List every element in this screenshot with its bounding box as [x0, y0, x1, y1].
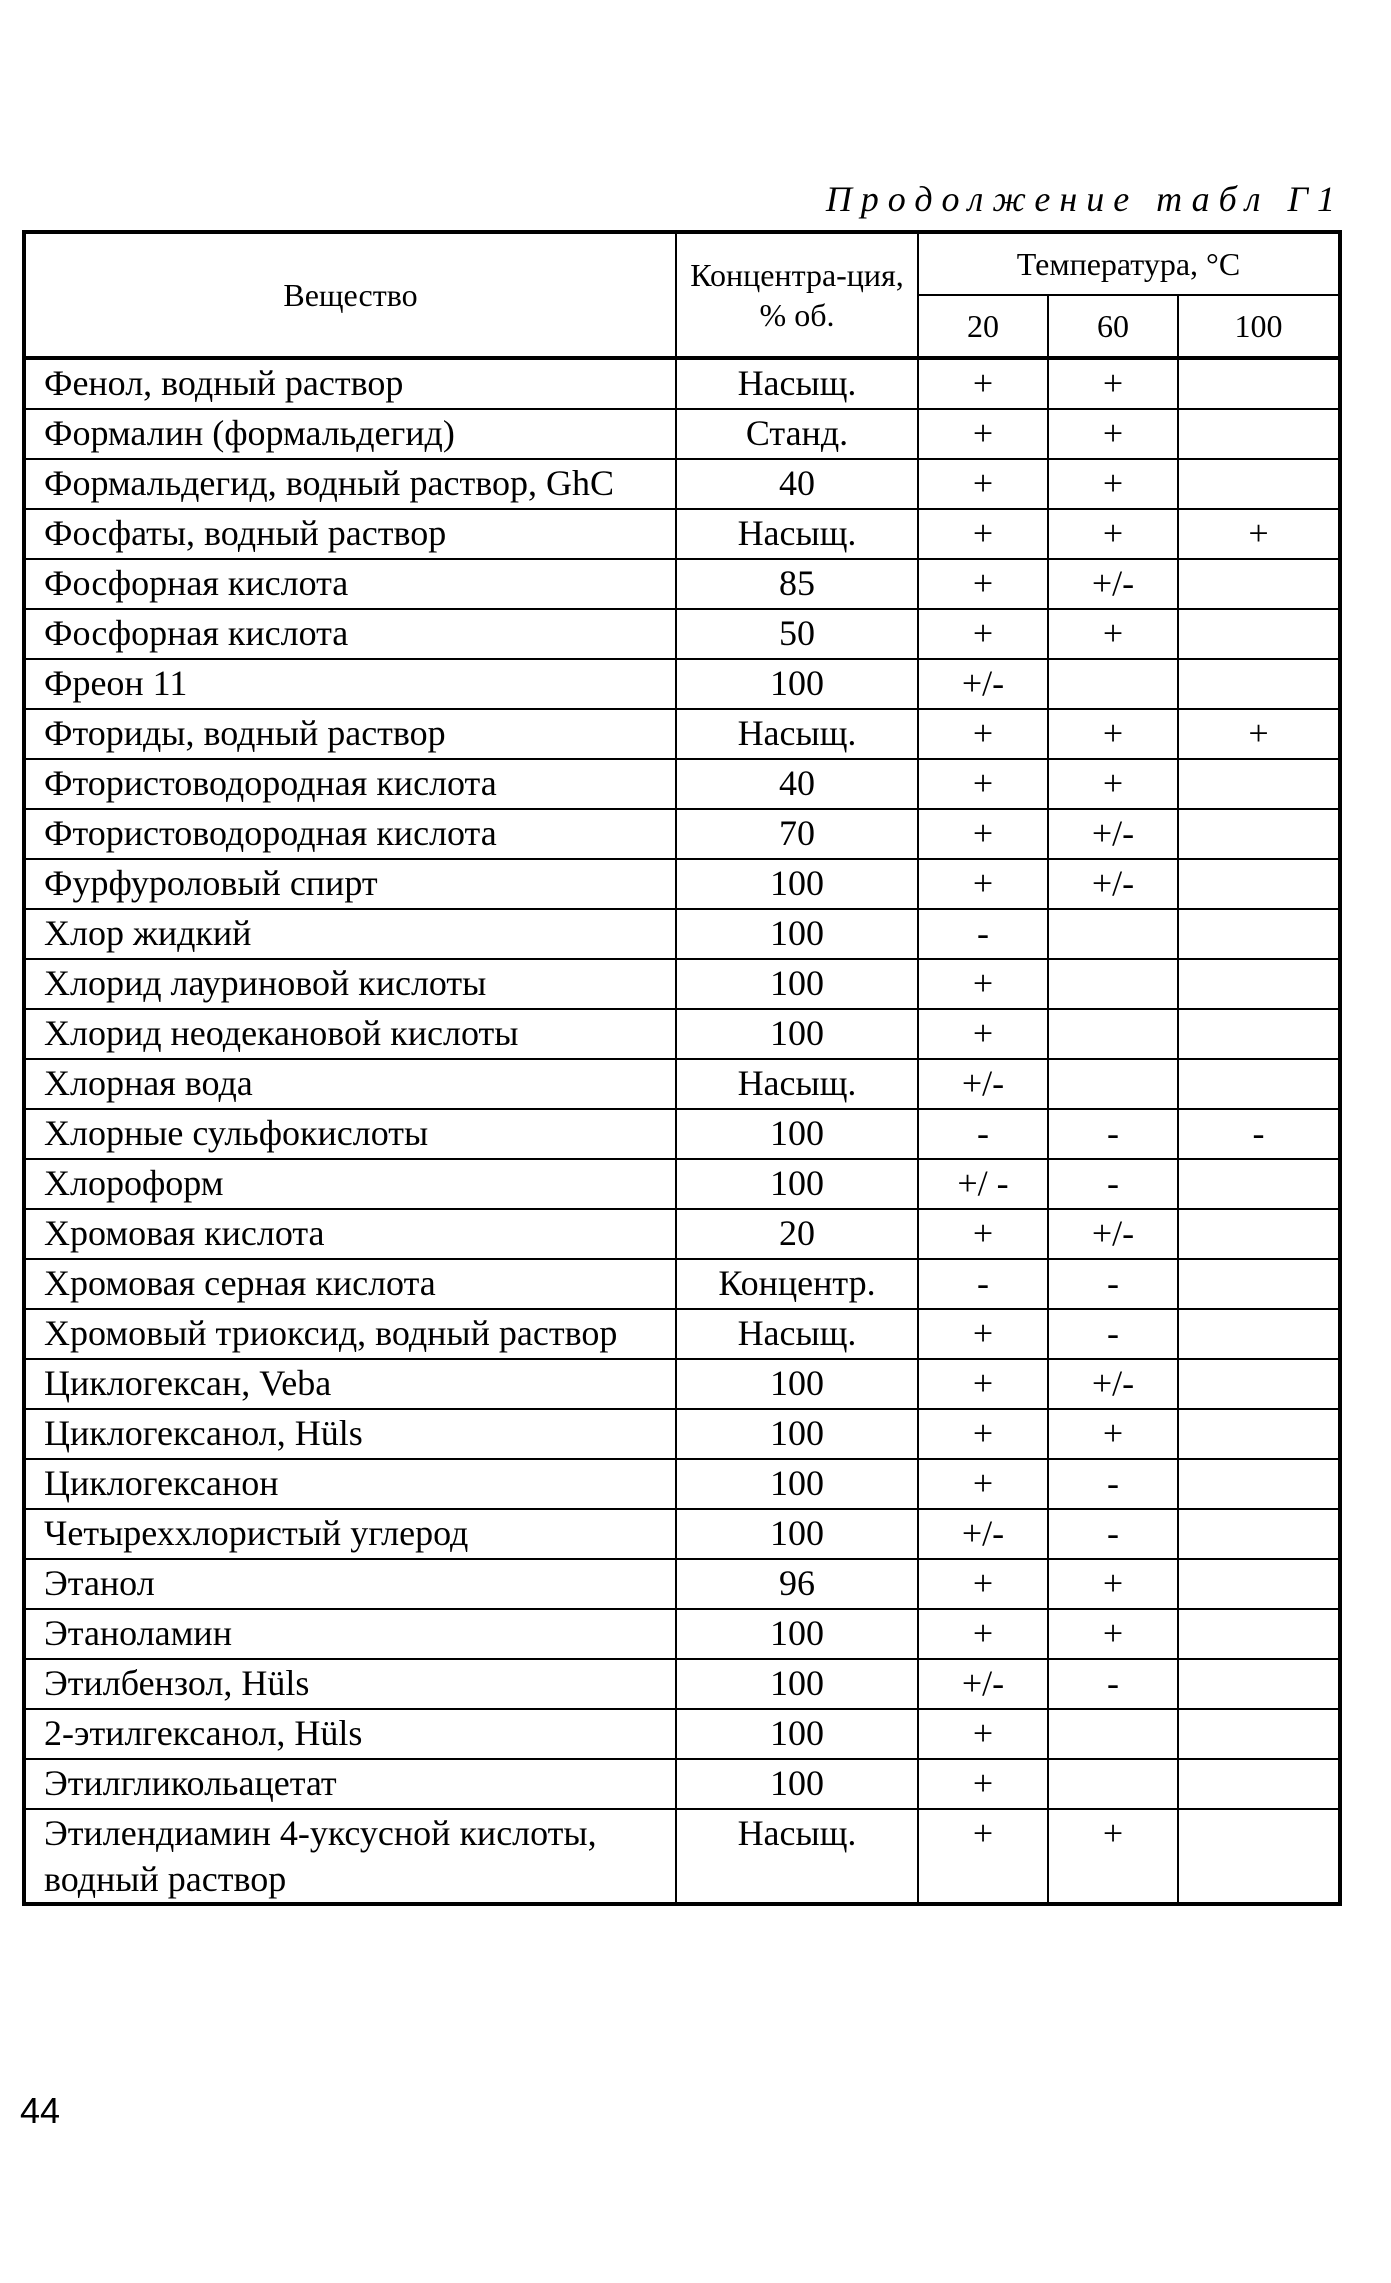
- table-row: [24, 909, 1340, 959]
- temp-100-cell: [1178, 659, 1340, 709]
- substance-cell: Хлороформ: [24, 1159, 676, 1209]
- temp-100-cell: +: [1178, 509, 1340, 559]
- temp-60-cell: +: [1048, 759, 1178, 809]
- temp-60-cell: -: [1048, 1109, 1178, 1159]
- temp-60-cell: +/-: [1048, 1209, 1178, 1259]
- temp-20-cell: +: [918, 1409, 1048, 1459]
- temp-20-cell: +: [918, 609, 1048, 659]
- concentration-cell: Насыщ.: [676, 1059, 918, 1109]
- substance-cell: Хлорные сульфокислоты: [24, 1109, 676, 1159]
- concentration-cell: Насыщ.: [676, 1309, 918, 1359]
- temp-20-cell: +: [918, 1559, 1048, 1609]
- concentration-cell: 100: [676, 909, 918, 959]
- table-row: [24, 1109, 1340, 1159]
- temp-100-cell: [1178, 1659, 1340, 1709]
- table-row: [24, 1259, 1340, 1309]
- substance-cell: Этилгликольацетат: [24, 1759, 676, 1809]
- concentration-cell: 100: [676, 959, 918, 1009]
- substance-cell: Хлорид лауриновой кислоты: [24, 959, 676, 1009]
- substance-cell: Хромовая серная кислота: [24, 1259, 676, 1309]
- temp-100-cell: [1178, 1309, 1340, 1359]
- temp-100-cell: [1178, 1159, 1340, 1209]
- temp-100-cell: [1178, 1509, 1340, 1559]
- concentration-cell: Насыщ.: [676, 709, 918, 759]
- substance-cell: Хлорид неодекановой кислоты: [24, 1009, 676, 1059]
- temp-60-cell: -: [1048, 1159, 1178, 1209]
- temp-20-cell: +: [918, 959, 1048, 1009]
- concentration-cell: 40: [676, 459, 918, 509]
- temp-20-cell: +: [918, 1809, 1048, 1904]
- substance-cell: Этилендиамин 4-уксусной кислоты, водный раствор: [24, 1809, 676, 1904]
- substance-cell: Фтористоводородная кислота: [24, 759, 676, 809]
- table-row: [24, 809, 1340, 859]
- temp-60-cell: [1048, 659, 1178, 709]
- temp-60-cell: +/-: [1048, 859, 1178, 909]
- temp-100-cell: [1178, 809, 1340, 859]
- temp-100-cell: [1178, 358, 1340, 409]
- header-substance: Вещество: [24, 232, 676, 358]
- temp-20-cell: +: [918, 509, 1048, 559]
- temp-20-cell: +: [918, 1359, 1048, 1409]
- table-row: [24, 1459, 1340, 1509]
- temp-100-cell: [1178, 1259, 1340, 1309]
- temp-20-cell: +/ -: [918, 1159, 1048, 1209]
- table-row: [24, 459, 1340, 509]
- substance-cell: Фториды, водный раствор: [24, 709, 676, 759]
- substance-cell: Циклогексанон: [24, 1459, 676, 1509]
- substance-cell: Формалин (формальдегид): [24, 409, 676, 459]
- table-row: [24, 358, 1340, 409]
- temp-100-cell: [1178, 959, 1340, 1009]
- temp-100-cell: [1178, 1059, 1340, 1109]
- substance-cell: Фтористоводородная кислота: [24, 809, 676, 859]
- temp-20-cell: +: [918, 1459, 1048, 1509]
- table-row: [24, 559, 1340, 609]
- temp-100-cell: [1178, 859, 1340, 909]
- temp-60-cell: +/-: [1048, 1359, 1178, 1409]
- temp-20-cell: +: [918, 759, 1048, 809]
- concentration-cell: Насыщ.: [676, 358, 918, 409]
- temp-100-cell: [1178, 1759, 1340, 1809]
- temp-20-cell: +: [918, 1609, 1048, 1659]
- temp-20-cell: +: [918, 1709, 1048, 1759]
- temp-20-cell: +: [918, 409, 1048, 459]
- substance-cell: Циклогексан, Veba: [24, 1359, 676, 1409]
- temp-60-cell: +: [1048, 1609, 1178, 1659]
- concentration-cell: 100: [676, 859, 918, 909]
- substance-cell: Этилбензол, Hüls: [24, 1659, 676, 1709]
- temp-20-cell: +/-: [918, 1659, 1048, 1709]
- header-temp-20: 20: [918, 295, 1048, 358]
- table-row: [24, 1209, 1340, 1259]
- temp-20-cell: -: [918, 909, 1048, 959]
- concentration-cell: Насыщ.: [676, 509, 918, 559]
- temp-60-cell: [1048, 959, 1178, 1009]
- temp-60-cell: -: [1048, 1509, 1178, 1559]
- substance-cell: Четыреххлористый углерод: [24, 1509, 676, 1559]
- temp-60-cell: [1048, 1009, 1178, 1059]
- table-row: [24, 409, 1340, 459]
- temp-60-cell: +/-: [1048, 809, 1178, 859]
- table-row: [24, 959, 1340, 1009]
- temp-20-cell: +: [918, 709, 1048, 759]
- temp-60-cell: +: [1048, 1809, 1178, 1904]
- table-header: [24, 232, 1340, 358]
- temp-100-cell: [1178, 459, 1340, 509]
- table-row: [24, 1009, 1340, 1059]
- page-number: 44: [20, 2090, 61, 2131]
- concentration-cell: Концентр.: [676, 1259, 918, 1309]
- temp-100-cell: -: [1178, 1109, 1340, 1159]
- concentration-cell: 100: [676, 1159, 918, 1209]
- temp-60-cell: [1048, 1709, 1178, 1759]
- concentration-cell: 100: [676, 1759, 918, 1809]
- substance-cell: 2-этилгексанол, Hüls: [24, 1709, 676, 1759]
- temp-20-cell: -: [918, 1259, 1048, 1309]
- temp-60-cell: +: [1048, 709, 1178, 759]
- temp-20-cell: +: [918, 1209, 1048, 1259]
- concentration-cell: 100: [676, 1009, 918, 1059]
- temp-60-cell: -: [1048, 1459, 1178, 1509]
- temp-60-cell: -: [1048, 1659, 1178, 1709]
- concentration-cell: Насыщ.: [676, 1809, 918, 1904]
- temp-100-cell: [1178, 759, 1340, 809]
- temp-20-cell: +/-: [918, 1509, 1048, 1559]
- temp-100-cell: [1178, 609, 1340, 659]
- temp-20-cell: +: [918, 559, 1048, 609]
- temp-60-cell: [1048, 1059, 1178, 1109]
- temp-20-cell: +: [918, 459, 1048, 509]
- temp-100-cell: +: [1178, 709, 1340, 759]
- concentration-cell: 100: [676, 1659, 918, 1709]
- temp-100-cell: [1178, 909, 1340, 959]
- temp-60-cell: -: [1048, 1309, 1178, 1359]
- table-row: [24, 609, 1340, 659]
- table-row: [24, 1409, 1340, 1459]
- table-row: [24, 1659, 1340, 1709]
- temp-20-cell: +: [918, 358, 1048, 409]
- table-row: [24, 1309, 1340, 1359]
- header-temp-100: 100: [1178, 295, 1340, 358]
- table-row: [24, 1509, 1340, 1559]
- substance-cell: Хромовая кислота: [24, 1209, 676, 1259]
- substance-cell: Этанол: [24, 1559, 676, 1609]
- substance-cell: Хлорная вода: [24, 1059, 676, 1109]
- table-row: [24, 759, 1340, 809]
- substance-cell: Фреон 11: [24, 659, 676, 709]
- temp-100-cell: [1178, 1559, 1340, 1609]
- temp-60-cell: [1048, 909, 1178, 959]
- substance-cell: Фосфорная кислота: [24, 609, 676, 659]
- temp-20-cell: +: [918, 1009, 1048, 1059]
- temp-20-cell: +: [918, 1759, 1048, 1809]
- header-temp-60: 60: [1048, 295, 1178, 358]
- table-row: [24, 859, 1340, 909]
- temp-100-cell: [1178, 559, 1340, 609]
- concentration-cell: 100: [676, 1359, 918, 1409]
- substance-cell: Этаноламин: [24, 1609, 676, 1659]
- temp-60-cell: +: [1048, 1409, 1178, 1459]
- concentration-cell: 100: [676, 1109, 918, 1159]
- temp-60-cell: -: [1048, 1259, 1178, 1309]
- table-row: [24, 1159, 1340, 1209]
- temp-100-cell: [1178, 1209, 1340, 1259]
- temp-20-cell: -: [918, 1109, 1048, 1159]
- concentration-cell: 96: [676, 1559, 918, 1609]
- concentration-cell: 100: [676, 659, 918, 709]
- table-row: [24, 1809, 1340, 1904]
- temp-60-cell: +: [1048, 409, 1178, 459]
- table-row: [24, 659, 1340, 709]
- temp-100-cell: [1178, 1359, 1340, 1409]
- concentration-cell: Станд.: [676, 409, 918, 459]
- temp-100-cell: [1178, 1409, 1340, 1459]
- concentration-cell: 100: [676, 1459, 918, 1509]
- temp-60-cell: +: [1048, 1559, 1178, 1609]
- table-row: [24, 1709, 1340, 1759]
- substance-cell: Фосфорная кислота: [24, 559, 676, 609]
- temp-100-cell: [1178, 409, 1340, 459]
- concentration-cell: 100: [676, 1609, 918, 1659]
- temp-20-cell: +/-: [918, 659, 1048, 709]
- substance-cell: Фосфаты, водный раствор: [24, 509, 676, 559]
- temp-100-cell: [1178, 1809, 1340, 1904]
- temp-100-cell: [1178, 1459, 1340, 1509]
- concentration-cell: 85: [676, 559, 918, 609]
- concentration-cell: 40: [676, 759, 918, 809]
- header-temperature: Температура, °С: [918, 232, 1340, 295]
- table-row: [24, 509, 1340, 559]
- temp-60-cell: +: [1048, 459, 1178, 509]
- temp-60-cell: +: [1048, 509, 1178, 559]
- table-row: [24, 1059, 1340, 1109]
- concentration-cell: 100: [676, 1709, 918, 1759]
- temp-60-cell: +: [1048, 609, 1178, 659]
- concentration-cell: 100: [676, 1409, 918, 1459]
- table-row: [24, 709, 1340, 759]
- table-row: [24, 1359, 1340, 1409]
- table-row: [24, 1759, 1340, 1809]
- temp-20-cell: +/-: [918, 1059, 1048, 1109]
- concentration-cell: 50: [676, 609, 918, 659]
- substance-cell: Хлор жидкий: [24, 909, 676, 959]
- temp-20-cell: +: [918, 809, 1048, 859]
- chemical-resistance-table: [22, 230, 1342, 1906]
- concentration-cell: 100: [676, 1509, 918, 1559]
- temp-60-cell: +: [1048, 358, 1178, 409]
- concentration-cell: 20: [676, 1209, 918, 1259]
- temp-100-cell: [1178, 1709, 1340, 1759]
- table-row: [24, 1559, 1340, 1609]
- table-row: [24, 1609, 1340, 1659]
- table-caption: Продолжение табл Г1: [825, 179, 1344, 219]
- temp-100-cell: [1178, 1009, 1340, 1059]
- substance-cell: Циклогексанол, Hüls: [24, 1409, 676, 1459]
- temp-20-cell: +: [918, 1309, 1048, 1359]
- substance-cell: Формальдегид, водный раствор, GhC: [24, 459, 676, 509]
- temp-100-cell: [1178, 1609, 1340, 1659]
- header-concentration: Концентра-ция, % об.: [676, 232, 918, 358]
- temp-60-cell: +/-: [1048, 559, 1178, 609]
- table-body: [24, 358, 1340, 1904]
- substance-cell: Фенол, водный раствор: [24, 358, 676, 409]
- temp-20-cell: +: [918, 859, 1048, 909]
- temp-60-cell: [1048, 1759, 1178, 1809]
- substance-cell: Фурфуроловый спирт: [24, 859, 676, 909]
- substance-cell: Хромовый триоксид, водный раствор: [24, 1309, 676, 1359]
- concentration-cell: 70: [676, 809, 918, 859]
